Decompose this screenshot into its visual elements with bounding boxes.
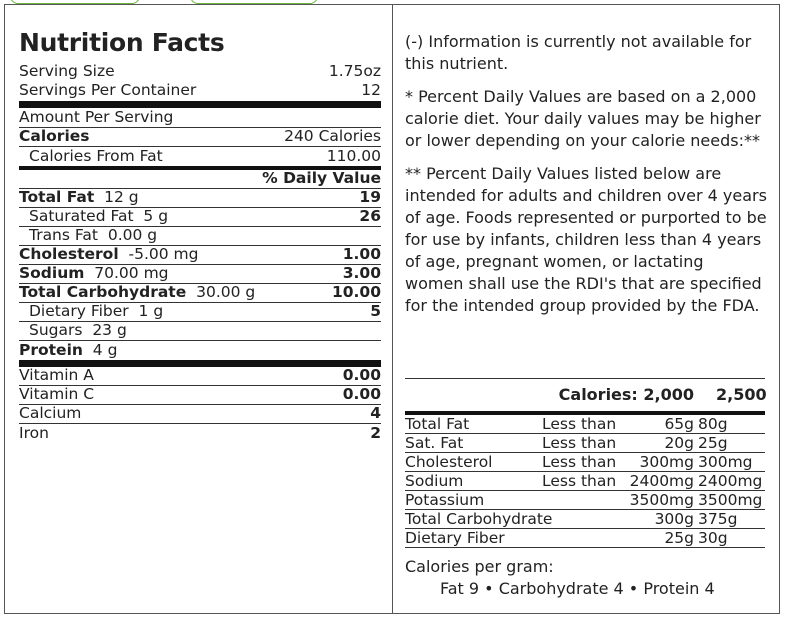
nutrient-row-sugars bbox=[19, 322, 381, 341]
vitamin-name: Vitamin A bbox=[19, 366, 94, 384]
nutrient-row-trans-fat bbox=[19, 227, 381, 246]
nutrient-amount: 12 g bbox=[104, 188, 139, 206]
calories-from-fat-row bbox=[19, 147, 381, 166]
nutrient-dv: 3.00 bbox=[342, 264, 381, 282]
rdi-nutrient-name: Total Fat bbox=[405, 415, 470, 433]
rdi-row-total-fat bbox=[405, 415, 765, 434]
rdi-value-2500: 30g bbox=[698, 529, 728, 547]
nutrient-row-protein bbox=[19, 341, 381, 360]
daily-value-header-row bbox=[19, 170, 381, 189]
calories-per-gram-values: Fat 9 • Carbohydrate 4 • Protein 4 bbox=[440, 579, 715, 598]
rdi-nutrient-name: Sat. Fat bbox=[405, 434, 464, 452]
panel-divider bbox=[392, 4, 393, 614]
nutrient-name: Total Carbohydrate bbox=[19, 283, 187, 301]
nutrient-amount: 23 g bbox=[92, 321, 127, 339]
vitamin-name: Vitamin C bbox=[19, 385, 95, 403]
rdi-value-2500: 3500mg bbox=[698, 491, 763, 509]
rdi-value-2000: 2400mg bbox=[629, 472, 694, 490]
nutrient-name: Sugars bbox=[29, 321, 83, 339]
nutrient-row-total-carbohydrate bbox=[19, 284, 381, 303]
rdi-qualifier: Less than bbox=[542, 434, 617, 452]
nutrient-row-total-fat bbox=[19, 189, 381, 208]
vitamin-dv: 2 bbox=[370, 424, 381, 442]
calories-per-gram bbox=[405, 556, 715, 600]
note-rdi: ** Percent Daily Values listed below are intended for adults and children over 4 years of age. Foods represented or purported to be for use by infants, children less than 4 years of age, pregnant women, or lactating women shall use the RDI's that are specified for the intended group provided by the FDA. bbox=[405, 164, 767, 315]
nutrition-facts-title: Nutrition Facts bbox=[19, 28, 225, 57]
rdi-qualifier: Less than bbox=[542, 472, 617, 490]
nutrient-dv: 10.00 bbox=[331, 283, 381, 301]
rdi-nutrient-name: Cholesterol bbox=[405, 453, 493, 471]
vitamin-name: Calcium bbox=[19, 404, 82, 422]
calories-value: 240 Calories bbox=[284, 127, 381, 145]
thick-divider bbox=[19, 101, 381, 108]
nutrient-name: Saturated Fat bbox=[29, 207, 134, 225]
note-percent-daily: * Percent Daily Values are based on a 2,000 calorie diet. Your daily values may be higher or lower depending on your calorie needs:** bbox=[405, 87, 761, 150]
nutrient-dv: 5 bbox=[370, 302, 381, 320]
nutrient-amount: 1 g bbox=[138, 302, 164, 320]
calories-label: Calories bbox=[19, 127, 90, 145]
nutrient-amount: -5.00 mg bbox=[128, 245, 199, 263]
rdi-header-calories: Calories: 2,000 bbox=[558, 384, 694, 404]
nutrient-dv: 19 bbox=[359, 188, 381, 206]
vitamin-row-c bbox=[19, 386, 381, 405]
nutrient-name: Cholesterol bbox=[19, 245, 119, 263]
rdi-row-dietary-fiber bbox=[405, 529, 765, 548]
serving-size-label: Serving Size bbox=[19, 62, 115, 80]
vitamin-name: Iron bbox=[19, 424, 49, 442]
rdi-table bbox=[405, 378, 765, 548]
serving-size-value: 1.75oz bbox=[328, 62, 381, 80]
rdi-row-cholesterol bbox=[405, 453, 765, 472]
rdi-row-potassium bbox=[405, 491, 765, 510]
vitamin-dv: 0.00 bbox=[342, 385, 381, 403]
rdi-qualifier: Less than bbox=[542, 415, 617, 433]
note-unavailable: (-) Information is currently not available for this nutrient. bbox=[405, 32, 752, 73]
calories-from-fat-value: 110.00 bbox=[326, 147, 381, 165]
nutrient-dv: 26 bbox=[359, 207, 381, 225]
nutrient-dv: 1.00 bbox=[342, 245, 381, 263]
nutrient-name: Sodium bbox=[19, 264, 85, 282]
nutrient-amount: 4 g bbox=[92, 341, 118, 359]
nutrient-name: Dietary Fiber bbox=[29, 302, 129, 320]
rdi-header-2500: 2,500 bbox=[716, 384, 767, 404]
vitamin-row-a bbox=[19, 367, 381, 386]
vitamin-row-iron bbox=[19, 424, 381, 443]
rdi-nutrient-name: Sodium bbox=[405, 472, 464, 490]
nutrient-amount: 5 g bbox=[143, 207, 169, 225]
rdi-nutrient-name: Dietary Fiber bbox=[405, 529, 505, 547]
rdi-value-2000: 300mg bbox=[639, 453, 694, 471]
nutrient-name: Total Fat bbox=[19, 188, 95, 206]
nutrition-facts-label bbox=[19, 28, 381, 443]
rdi-value-2000: 20g bbox=[664, 434, 694, 452]
nutrient-row-sodium bbox=[19, 265, 381, 284]
rdi-row-total-carbohydrate bbox=[405, 510, 765, 529]
vitamin-row-calcium bbox=[19, 405, 381, 424]
nutrient-amount: 0.00 g bbox=[107, 226, 158, 244]
rdi-value-2500: 375g bbox=[698, 510, 738, 528]
nutrient-row-cholesterol bbox=[19, 246, 381, 265]
servings-value: 12 bbox=[361, 81, 381, 99]
vitamin-dv: 4 bbox=[370, 404, 381, 422]
rdi-value-2000: 3500mg bbox=[629, 491, 694, 509]
rdi-row-sodium bbox=[405, 472, 765, 491]
nutrient-name: Trans Fat bbox=[29, 226, 98, 244]
footnotes bbox=[405, 31, 767, 328]
rdi-value-2000: 25g bbox=[664, 529, 694, 547]
amount-per-serving-label: Amount Per Serving bbox=[19, 108, 174, 126]
nutrient-name: Protein bbox=[19, 341, 83, 359]
nutrient-amount: 30.00 g bbox=[196, 283, 256, 301]
daily-value-header: % Daily Value bbox=[262, 169, 381, 187]
rdi-row-sat-fat bbox=[405, 434, 765, 453]
rdi-value-2500: 300mg bbox=[698, 453, 753, 471]
nutrient-amount: 70.00 mg bbox=[94, 264, 169, 282]
rdi-value-2000: 65g bbox=[664, 415, 694, 433]
rdi-value-2500: 2400mg bbox=[698, 472, 763, 490]
calories-row bbox=[19, 128, 381, 147]
rdi-nutrient-name: Total Carbohydrate bbox=[405, 510, 553, 528]
nutrient-row-dietary-fiber bbox=[19, 303, 381, 322]
calories-per-gram-label: Calories per gram: bbox=[405, 557, 554, 576]
rdi-value-2500: 80g bbox=[698, 415, 728, 433]
rdi-nutrient-name: Potassium bbox=[405, 491, 485, 509]
rdi-value-2000: 300g bbox=[654, 510, 694, 528]
amount-per-serving-row bbox=[19, 108, 381, 127]
servings-label: Servings Per Container bbox=[19, 81, 197, 99]
calories-from-fat-label: Calories From Fat bbox=[29, 147, 163, 165]
servings-per-container-row bbox=[19, 81, 381, 100]
serving-size-row bbox=[19, 62, 381, 81]
rdi-header-row bbox=[405, 379, 765, 409]
vitamin-dv: 0.00 bbox=[342, 366, 381, 384]
rdi-qualifier: Less than bbox=[542, 453, 617, 471]
rdi-value-2500: 25g bbox=[698, 434, 728, 452]
nutrient-row-saturated-fat bbox=[19, 208, 381, 227]
